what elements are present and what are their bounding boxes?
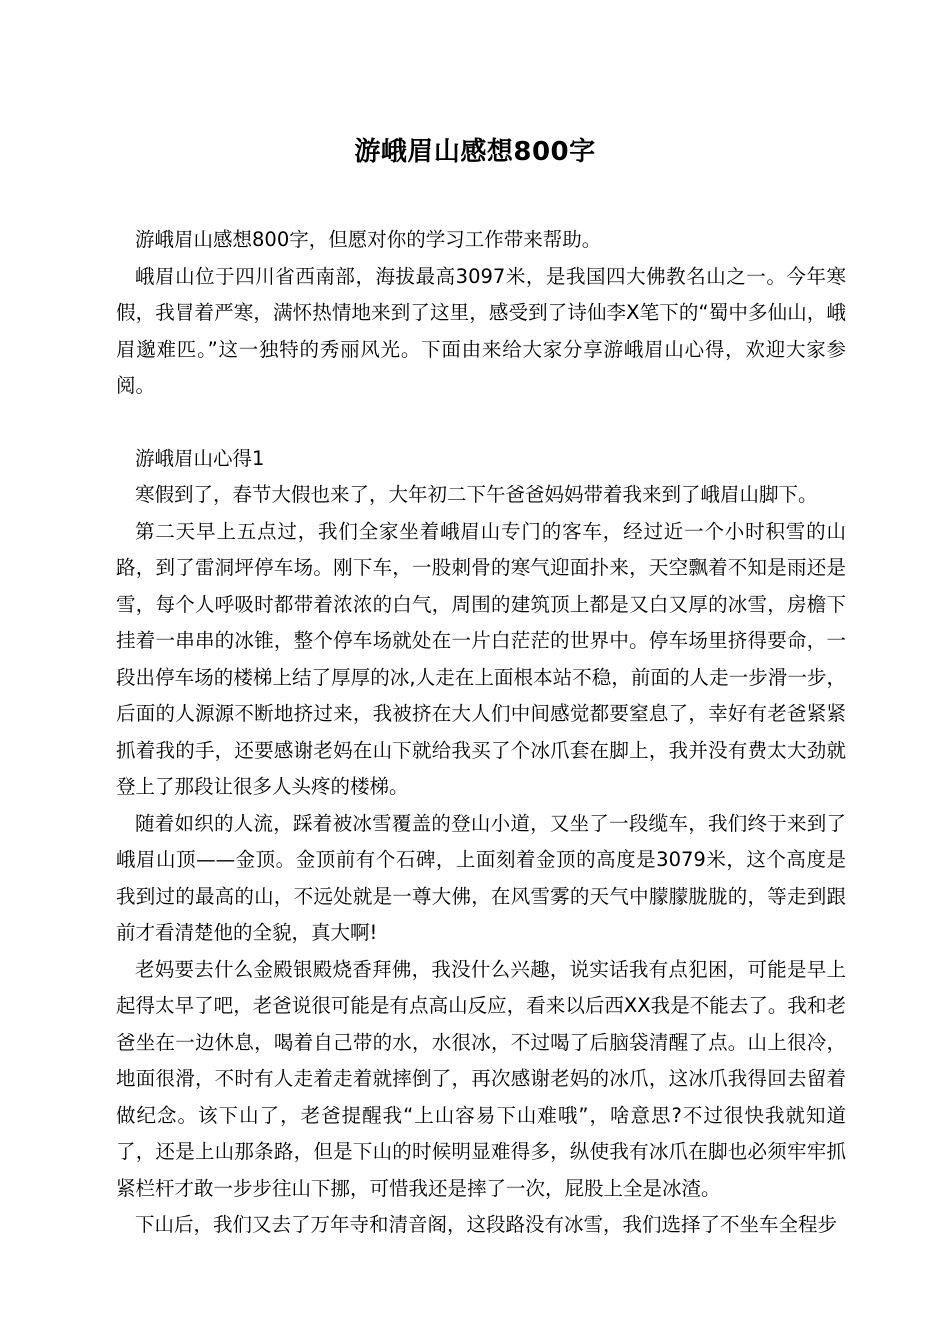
document-title: 游峨眉山感想800字 (354, 137, 596, 167)
paragraph: 随着如织的人流，踩着被冰雪覆盖的登山小道，又坐了一段缆车，我们终于来到了峨眉山顶——金顶。金顶前有个石碑，上面刻着金顶的高度是3079米，这个高度是我到过的最高的山，不远处就是一尊大佛，在风雪雾的天气中朦朦胧胧的，等走到跟前才看清楚他的全貌，真大啊! (116, 811, 846, 944)
section-heading: 游峨眉山心得1 (135, 446, 265, 470)
document-body (116, 222, 846, 1244)
paragraph: 寒假到了，春节大假也来了，大年初二下午爸爸妈妈带着我来到了峨眉山脚下。 (135, 483, 818, 506)
paragraph: 下山后，我们又去了万年寺和清音阁，这段路没有冰雪，我们选择了不坐车全程步 (135, 1213, 838, 1236)
paragraph: 第二天早上五点过，我们全家坐着峨眉山专门的客车，经过近一个小时积雪的山路，到了雷洞坪停车场。刚下车，一股刺骨的寒气迎面扑来，天空飘着不知是雨还是雪，每个人呼吸时都带着浓浓的白气，周围的建筑顶上都是又白又厚的冰雪，房檐下挂着一串串的冰锥，整个停车场就处在一片白茫茫的世界中。停车场里挤得要命，一段出停车场的楼梯上结了厚厚的冰,人走在上面根本站不稳，前面的人走一步滑一步，后面的人源源不断地挤过来，我被挤在大人们中间感觉都要窒息了，幸好有老爸紧紧抓着我的手，还要感谢老妈在山下就给我买了个冰爪套在脚上，我并没有费太大劲就登上了那段让很多人头疼的楼梯。 (116, 519, 846, 798)
paragraph: 老妈要去什么金殿银殿烧香拜佛，我没什么兴趣，说实话我有点犯困，可能是早上起得太早了吧，老爸说很可能是有点高山反应，看来以后西XX我是不能去了。我和老爸坐在一边休息，喝着自己带的水，水很冰，不过喝了后脑袋清醒了点。山上很冷，地面很滑，不时有人走着走着就摔倒了，再次感谢老妈的冰爪，这冰爪我得回去留着做纪念。该下山了，老爸提醒我“上山容易下山难哦”，啥意思?不过很快我就知道了，还是上山那条路，但是下山的时候明显难得多，纵使我有冰爪在脚也必须牢牢抓紧栏杆才敢一步步往山下挪，可惜我还是摔了一次，屁股上全是冰渣。 (116, 957, 846, 1200)
paragraph-summary: 峨眉山位于四川省西南部，海拔最高3097米，是我国四大佛教名山之一。今年寒假，我冒着严寒，满怀热情地来到了这里，感受到了诗仙李X笔下的“蜀中多仙山，峨眉邈难匹。”这一独特的秀丽风光。下面由来给大家分享游峨眉山心得，欢迎大家参阅。 (116, 264, 846, 397)
paragraph-intro: 游峨眉山感想800字，但愿对你的学习工作带来帮助。 (135, 228, 602, 251)
